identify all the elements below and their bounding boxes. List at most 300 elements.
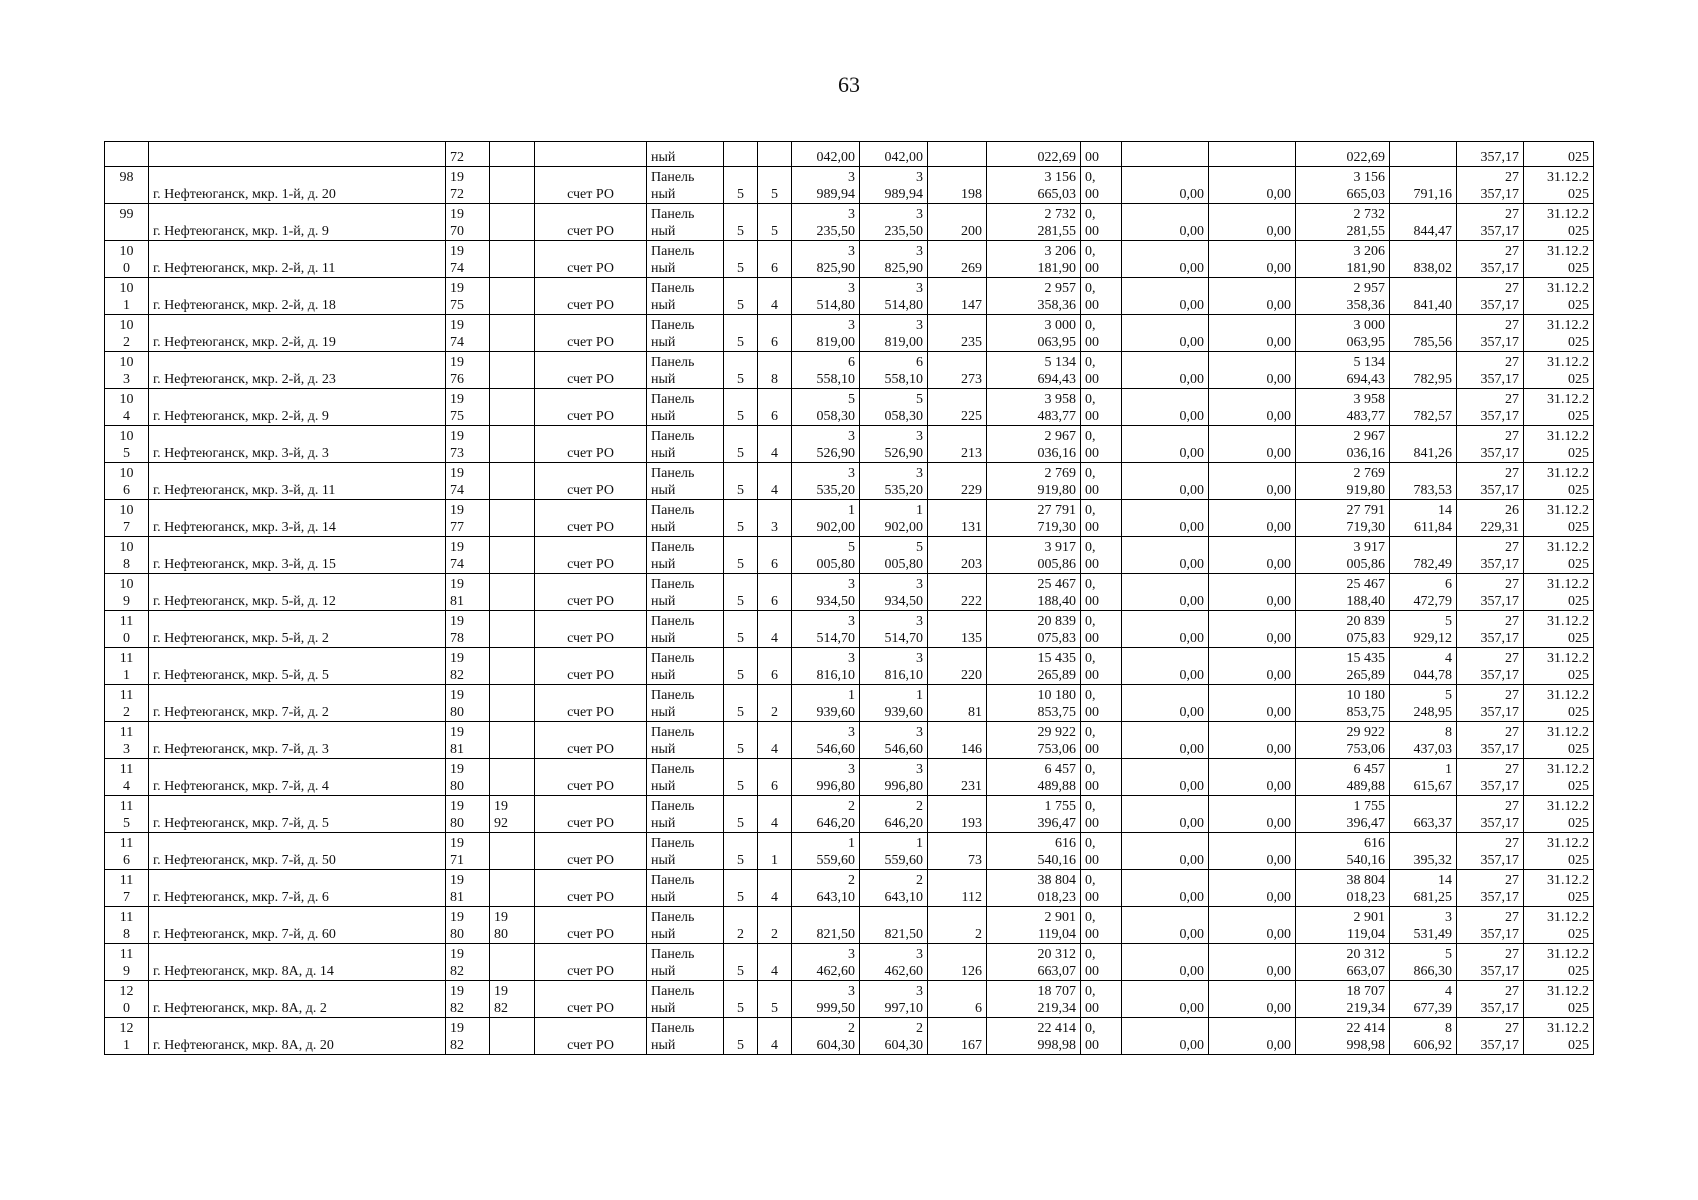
cell-line: 357,17 [1480, 335, 1519, 350]
mat-cell [647, 537, 724, 574]
cell-line: 2 732 [1044, 207, 1076, 222]
cell-line: 74 [450, 261, 464, 276]
cell-line: 265,89 [1346, 668, 1385, 683]
c6-cell [1390, 537, 1457, 574]
a1-cell [792, 1018, 860, 1055]
n-cell [105, 611, 149, 648]
cell-line: 3 [848, 207, 855, 222]
cell-line: 853,75 [1346, 705, 1385, 720]
c2-cell [1081, 204, 1122, 241]
table-cell [928, 142, 987, 167]
cell-line [494, 223, 530, 240]
cell-line: 558,10 [816, 372, 855, 387]
cell-line: 2 967 [1353, 429, 1385, 444]
cell-line: 663,07 [1037, 964, 1076, 979]
cell-line: 665,03 [1037, 187, 1076, 202]
cell-line: ный [651, 446, 676, 461]
a1-cell [792, 685, 860, 722]
cell-line: 74 [450, 557, 464, 572]
fl-cell: 5 [724, 537, 758, 574]
mat-cell [647, 167, 724, 204]
n-cell [105, 759, 149, 796]
cell-line: 80 [494, 927, 508, 942]
cell-line: 7 [123, 520, 130, 535]
y1-cell [446, 648, 490, 685]
src-cell: счет РО [535, 463, 647, 500]
a2-cell [860, 500, 928, 537]
mat-cell [647, 759, 724, 796]
p-cell: 222 [928, 574, 987, 611]
address-cell: г. Нефтеюганск, мкр. 3-й, д. 11 [149, 463, 446, 500]
table-row [105, 389, 1594, 426]
c3-cell: 0,00 [1122, 278, 1209, 315]
y1-cell [446, 463, 490, 500]
cell-line: 10 [119, 466, 134, 481]
cell-line: 357,17 [1480, 409, 1519, 424]
cell-line: 3 [916, 725, 923, 740]
c6-cell [1390, 759, 1457, 796]
fl-cell: 5 [724, 204, 758, 241]
cell-line: ный [651, 261, 676, 276]
src-cell: счет РО [535, 685, 647, 722]
cell-line: 11 [119, 725, 134, 740]
cell-line: 00 [1085, 520, 1099, 535]
en-cell: 4 [758, 426, 792, 463]
cell-line: 31.12.2 [1547, 688, 1589, 703]
cell-line: 00 [1085, 409, 1099, 424]
fl-cell: 5 [724, 759, 758, 796]
c5-cell [1296, 500, 1390, 537]
d-cell [1524, 500, 1594, 537]
c1-cell [987, 574, 1081, 611]
c4-cell: 0,00 [1209, 981, 1296, 1018]
address-cell: г. Нефтеюганск, мкр. 7-й, д. 60 [149, 907, 446, 944]
cell-line: 3 917 [1353, 540, 1385, 555]
fl-cell: 2 [724, 907, 758, 944]
a2-cell [860, 241, 928, 278]
cell-line: 3 000 [1353, 318, 1385, 333]
cell-line: 82 [450, 668, 464, 683]
table-row [105, 685, 1594, 722]
cell-line: Панель [651, 392, 695, 407]
cell-line [494, 280, 530, 297]
cell-line: 5 [123, 816, 130, 831]
cell-line: 00 [1085, 1001, 1099, 1016]
en-cell: 4 [758, 870, 792, 907]
cell-line: 00 [1085, 557, 1099, 572]
cell-line: 18 707 [1037, 984, 1076, 999]
c7-cell [1457, 722, 1524, 759]
c2-cell [1081, 241, 1122, 278]
c1-cell [987, 1018, 1081, 1055]
cell-line: 188,40 [1037, 594, 1076, 609]
a1-cell [792, 389, 860, 426]
cell-line: ный [651, 520, 676, 535]
cell-line: 27 [1505, 392, 1519, 407]
cell-line [494, 687, 530, 704]
c3-cell: 0,00 [1122, 1018, 1209, 1055]
cell-line: 80 [450, 816, 464, 831]
d-cell [1524, 463, 1594, 500]
cell-line: 934,50 [816, 594, 855, 609]
cell-line [1394, 354, 1452, 371]
a2-cell [860, 537, 928, 574]
c2-cell [1081, 648, 1122, 685]
mat-cell [647, 685, 724, 722]
c3-cell: 0,00 [1122, 241, 1209, 278]
d-cell [1524, 981, 1594, 1018]
n-cell [105, 907, 149, 944]
cell-line: 044,78 [1413, 668, 1452, 683]
a2-cell [860, 278, 928, 315]
cell-line: 0, [1085, 244, 1096, 259]
mat-cell [647, 278, 724, 315]
c1-cell [987, 648, 1081, 685]
src-cell: счет РО [535, 500, 647, 537]
cell-line: 12 [119, 984, 134, 999]
cell-line: 2 [916, 799, 923, 814]
cell-line: Панель [651, 799, 695, 814]
c6-cell [1390, 574, 1457, 611]
cell-line: 5 [1445, 614, 1452, 629]
address-cell: г. Нефтеюганск, мкр. 2-й, д. 19 [149, 315, 446, 352]
cell-line: 31.12.2 [1547, 1021, 1589, 1036]
cell-line [1394, 539, 1452, 556]
n-cell [105, 981, 149, 1018]
cell-line: 3 [848, 762, 855, 777]
a2-cell [860, 759, 928, 796]
c3-cell: 0,00 [1122, 648, 1209, 685]
c7-cell [1457, 574, 1524, 611]
cell-line: 248,95 [1413, 705, 1452, 720]
address-cell: г. Нефтеюганск, мкр. 5-й, д. 5 [149, 648, 446, 685]
table-cell [535, 142, 647, 167]
cell-line: 821,50 [816, 927, 855, 942]
cell-line: 19 [450, 910, 464, 925]
cell-line: 063,95 [1346, 335, 1385, 350]
a1-cell [792, 463, 860, 500]
table-cell: 022,69 [987, 142, 1081, 167]
cell-line: 075,83 [1346, 631, 1385, 646]
cell-line: 31.12.2 [1547, 873, 1589, 888]
c3-cell: 0,00 [1122, 944, 1209, 981]
cell-line: 782,95 [1413, 372, 1452, 387]
a1-cell [792, 944, 860, 981]
c5-cell [1296, 648, 1390, 685]
en-cell: 6 [758, 389, 792, 426]
c7-cell [1457, 907, 1524, 944]
table-row [105, 722, 1594, 759]
c1-cell [987, 315, 1081, 352]
n-cell [105, 537, 149, 574]
c7-cell [1457, 759, 1524, 796]
cell-line: 10 [119, 503, 134, 518]
cell-line: 27 791 [1346, 503, 1385, 518]
cell-line: 663,37 [1413, 816, 1452, 831]
c1-cell [987, 611, 1081, 648]
cell-line [494, 741, 530, 758]
cell-line: Панель [651, 170, 695, 185]
cell-line: 4 [1445, 651, 1452, 666]
a1-cell [792, 870, 860, 907]
cell-line: 5 [916, 392, 923, 407]
cell-line: 681,25 [1413, 890, 1452, 905]
cell-line: 0, [1085, 614, 1096, 629]
cell-line: 782,49 [1413, 557, 1452, 572]
cell-line: 2 [916, 873, 923, 888]
c3-cell: 0,00 [1122, 870, 1209, 907]
cell-line: 357,17 [1480, 816, 1519, 831]
d-cell [1524, 241, 1594, 278]
a1-cell [792, 759, 860, 796]
n-cell [105, 1018, 149, 1055]
table-row [105, 981, 1594, 1018]
c7-cell [1457, 241, 1524, 278]
table-cell: 025 [1524, 142, 1594, 167]
cell-line: 3 [916, 614, 923, 629]
c5-cell [1296, 722, 1390, 759]
cell-line: 514,70 [884, 631, 923, 646]
cell-line [494, 519, 530, 536]
cell-line: 19 [450, 651, 464, 666]
cell-line: 025 [1568, 927, 1589, 942]
cell-line: 357,17 [1480, 631, 1519, 646]
cell-line: 782,57 [1413, 409, 1452, 424]
d-cell [1524, 315, 1594, 352]
cell-line: 0, [1085, 688, 1096, 703]
cell-line: 018,23 [1037, 890, 1076, 905]
a1-cell [792, 611, 860, 648]
c5-cell [1296, 241, 1390, 278]
a1-cell [792, 537, 860, 574]
c6-cell [1390, 611, 1457, 648]
y1-cell [446, 167, 490, 204]
cell-line: 025 [1568, 668, 1589, 683]
address-cell: г. Нефтеюганск, мкр. 2-й, д. 9 [149, 389, 446, 426]
cell-line: 396,47 [1037, 816, 1076, 831]
cell-line [494, 761, 530, 778]
table-row [105, 944, 1594, 981]
c5-cell [1296, 426, 1390, 463]
table-cell [758, 142, 792, 167]
p-cell: 73 [928, 833, 987, 870]
cell-line: 489,88 [1037, 779, 1076, 794]
c5-cell [1296, 167, 1390, 204]
cell-line: 75 [450, 409, 464, 424]
cell-line: 604,30 [816, 1038, 855, 1053]
cell-line: 19 [450, 725, 464, 740]
src-cell: счет РО [535, 759, 647, 796]
cell-line: 229,31 [1480, 520, 1519, 535]
cell-line: 31.12.2 [1547, 836, 1589, 851]
cell-line: 2 957 [1353, 281, 1385, 296]
cell-line: 358,36 [1346, 298, 1385, 313]
cell-line: 816,10 [884, 668, 923, 683]
cell-line: 3 206 [1044, 244, 1076, 259]
a2-cell [860, 315, 928, 352]
c7-cell [1457, 611, 1524, 648]
cell-line: 0, [1085, 355, 1096, 370]
cell-line: 358,36 [1037, 298, 1076, 313]
cell-line: 0, [1085, 207, 1096, 222]
address-cell: г. Нефтеюганск, мкр. 2-й, д. 18 [149, 278, 446, 315]
cell-line: 31.12.2 [1547, 503, 1589, 518]
c4-cell: 0,00 [1209, 537, 1296, 574]
cell-line: 75 [450, 298, 464, 313]
cell-line: 181,90 [1346, 261, 1385, 276]
a2-cell [860, 389, 928, 426]
a2-cell [860, 796, 928, 833]
fl-cell: 5 [724, 833, 758, 870]
cell-line: 719,30 [1346, 520, 1385, 535]
c3-cell: 0,00 [1122, 611, 1209, 648]
cell-line [109, 223, 144, 240]
cell-line: 998,98 [1037, 1038, 1076, 1053]
cell-line: 25 467 [1037, 577, 1076, 592]
cell-line: 611,84 [1414, 520, 1452, 535]
cell-line: 643,10 [816, 890, 855, 905]
cell-line: 546,60 [884, 742, 923, 757]
cell-line: 483,77 [1346, 409, 1385, 424]
fl-cell: 5 [724, 722, 758, 759]
y1-cell [446, 722, 490, 759]
en-cell: 5 [758, 167, 792, 204]
d-cell [1524, 352, 1594, 389]
table-row [105, 833, 1594, 870]
cell-line [494, 724, 530, 741]
d-cell [1524, 611, 1594, 648]
c3-cell: 0,00 [1122, 389, 1209, 426]
c5-cell [1296, 389, 1390, 426]
cell-line: 4 [123, 779, 130, 794]
table-cell [490, 142, 535, 167]
c4-cell: 0,00 [1209, 574, 1296, 611]
cell-line: 3 [916, 762, 923, 777]
a1-cell [792, 352, 860, 389]
table-cell [724, 142, 758, 167]
table-row [105, 500, 1594, 537]
en-cell: 4 [758, 722, 792, 759]
cell-line: 00 [1085, 1038, 1099, 1053]
cell-line: 19 [450, 466, 464, 481]
c4-cell: 0,00 [1209, 463, 1296, 500]
n-cell [105, 500, 149, 537]
cell-line: 2 [123, 705, 130, 720]
table-row [105, 142, 1594, 167]
cell-line: 0, [1085, 873, 1096, 888]
c7-cell [1457, 500, 1524, 537]
cell-line: 3 [916, 244, 923, 259]
en-cell: 4 [758, 463, 792, 500]
c5-cell [1296, 463, 1390, 500]
en-cell: 6 [758, 537, 792, 574]
cell-line: 357,17 [1480, 890, 1519, 905]
cell-line: 616 [1055, 836, 1076, 851]
c6-cell [1390, 685, 1457, 722]
cell-line: 19 [450, 207, 464, 222]
cell-line [494, 169, 530, 186]
cell-line: 73 [450, 446, 464, 461]
c3-cell: 0,00 [1122, 500, 1209, 537]
cell-line: 841,26 [1413, 446, 1452, 461]
c5-cell [1296, 611, 1390, 648]
a2-cell [860, 352, 928, 389]
cell-line: 025 [1568, 483, 1589, 498]
cell-line [494, 334, 530, 351]
d-cell [1524, 278, 1594, 315]
cell-line: 997,10 [884, 1001, 923, 1016]
cell-line: 27 [1505, 540, 1519, 555]
cell-line: 0 [123, 1001, 130, 1016]
cell-line: 31.12.2 [1547, 651, 1589, 666]
c4-cell: 0,00 [1209, 907, 1296, 944]
fl-cell: 5 [724, 574, 758, 611]
cell-line: 5 [916, 540, 923, 555]
p-cell: 229 [928, 463, 987, 500]
cell-line: Панель [651, 466, 695, 481]
cell-line: 2 [123, 335, 130, 350]
n-cell [105, 870, 149, 907]
cell-line: 3 [916, 947, 923, 962]
cell-line: ный [651, 483, 676, 498]
address-cell: г. Нефтеюганск, мкр. 7-й, д. 5 [149, 796, 446, 833]
a1-cell [792, 574, 860, 611]
address-cell: г. Нефтеюганск, мкр. 2-й, д. 11 [149, 241, 446, 278]
cell-line: 025 [1568, 446, 1589, 461]
c2-cell [1081, 685, 1122, 722]
mat-cell [647, 722, 724, 759]
cell-line: 20 839 [1037, 614, 1076, 629]
cell-line: 74 [450, 335, 464, 350]
fl-cell: 5 [724, 315, 758, 352]
cell-line: 2 901 [1353, 910, 1385, 925]
cell-line: 82 [450, 964, 464, 979]
cell-line [494, 317, 530, 334]
c1-cell [987, 426, 1081, 463]
cell-line: 19 [450, 873, 464, 888]
a2-cell [860, 685, 928, 722]
cell-line: 29 922 [1346, 725, 1385, 740]
cell-line: 919,80 [1346, 483, 1385, 498]
cell-line: 025 [1568, 705, 1589, 720]
c2-cell [1081, 574, 1122, 611]
c2-cell [1081, 1018, 1122, 1055]
cell-line: 934,50 [884, 594, 923, 609]
cell-line: 31.12.2 [1547, 984, 1589, 999]
c1-cell [987, 759, 1081, 796]
table-row [105, 463, 1594, 500]
cell-line: 559,60 [884, 853, 923, 868]
cell-line: 604,30 [884, 1038, 923, 1053]
address-cell: г. Нефтеюганск, мкр. 7-й, д. 6 [149, 870, 446, 907]
n-cell [105, 944, 149, 981]
cell-line: 357,17 [1480, 446, 1519, 461]
a2-cell [860, 944, 928, 981]
cell-line: 2 901 [1044, 910, 1076, 925]
src-cell: счет РО [535, 981, 647, 1018]
cell-line: 3 917 [1044, 540, 1076, 555]
a2-cell [860, 204, 928, 241]
address-cell: г. Нефтеюганск, мкр. 7-й, д. 2 [149, 685, 446, 722]
cell-line: 535,20 [816, 483, 855, 498]
y2-cell [490, 389, 535, 426]
cell-line: Панель [651, 762, 695, 777]
a1-cell [792, 167, 860, 204]
cell-line: 27 [1505, 207, 1519, 222]
c5-cell [1296, 278, 1390, 315]
cell-line: 219,34 [1346, 1001, 1385, 1016]
cell-line: 816,10 [816, 668, 855, 683]
